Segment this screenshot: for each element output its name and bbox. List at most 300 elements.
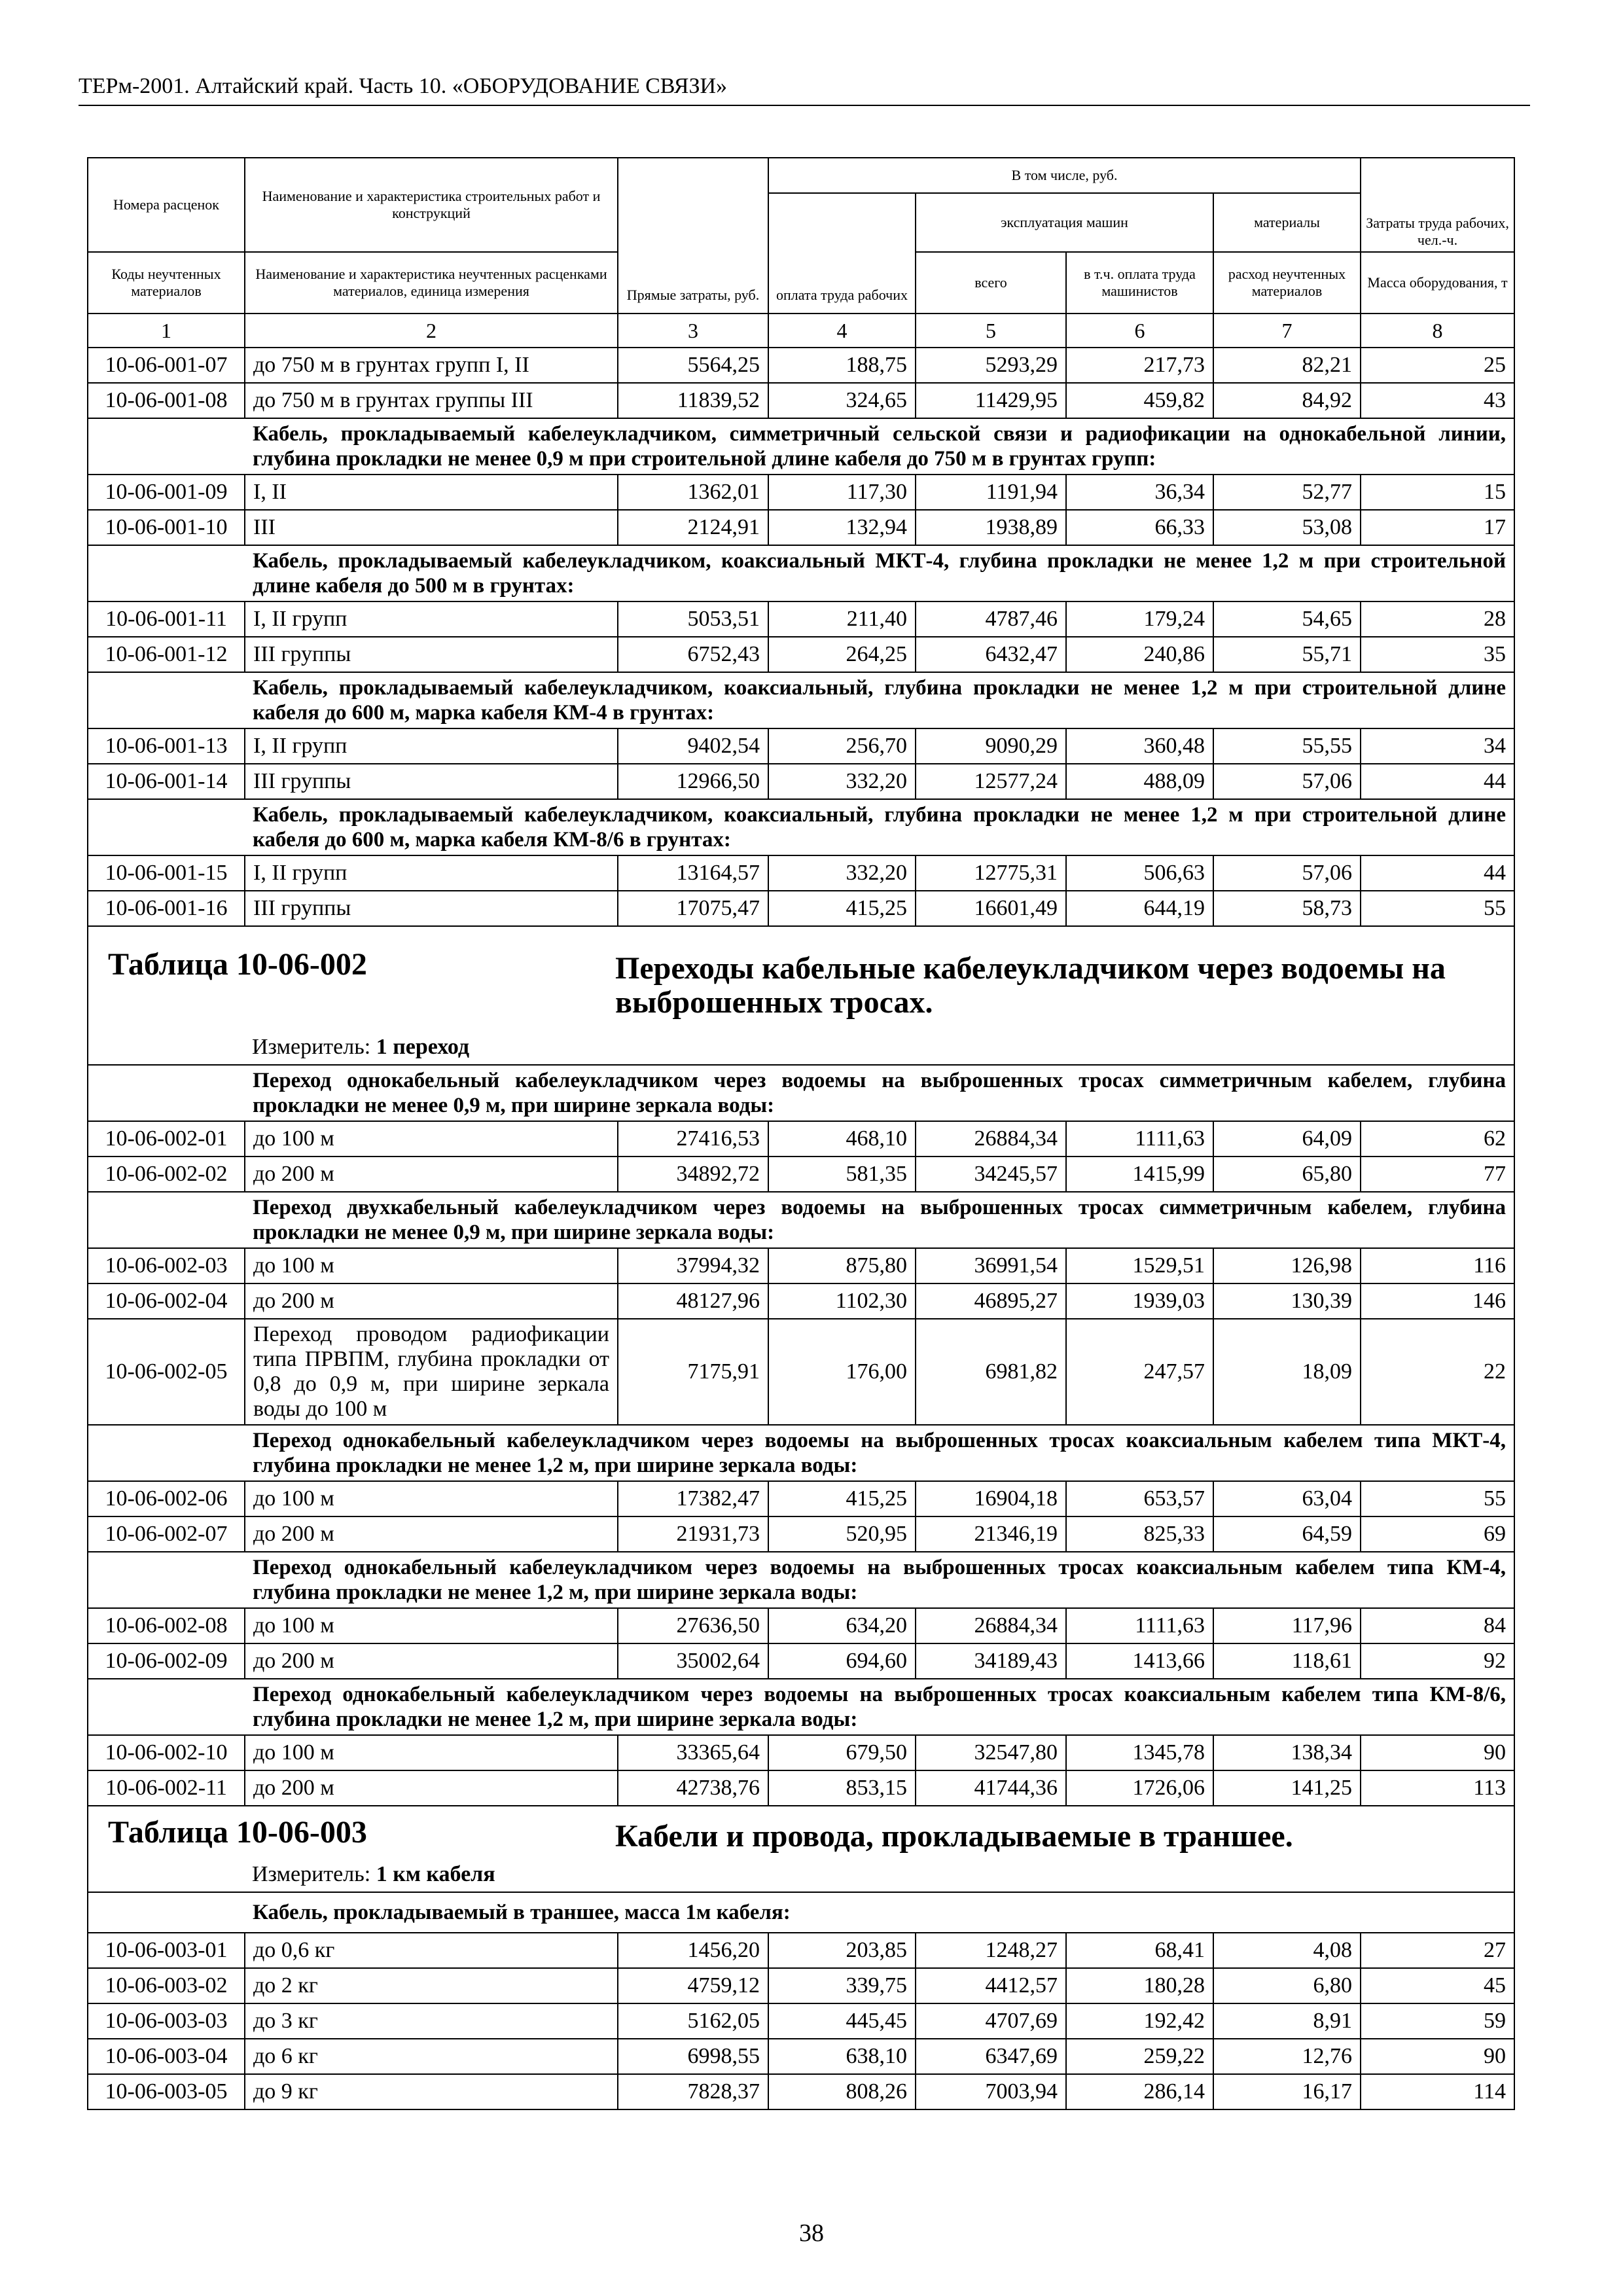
empty-code-cell — [88, 545, 245, 601]
labor-pay: 324,65 — [768, 383, 916, 418]
direct-costs: 4759,12 — [618, 1968, 768, 2003]
meter-label: Измеритель: — [252, 1035, 371, 1059]
table-row — [88, 2003, 1514, 2039]
direct-costs: 5564,25 — [618, 348, 768, 383]
machines-total: 6432,47 — [916, 637, 1066, 672]
table-row — [88, 1319, 1514, 1425]
section-description-row — [88, 1065, 1514, 1121]
head-col2-bottom: Наименование и характеристика неучтенных расценками материалов, единица измерения — [245, 252, 618, 314]
direct-costs: 5162,05 — [618, 2003, 768, 2039]
machines-total: 9090,29 — [916, 728, 1066, 764]
machines-labor: 1111,63 — [1066, 1121, 1213, 1157]
direct-costs: 7828,37 — [618, 2074, 768, 2109]
labor-pay: 415,25 — [768, 1481, 916, 1516]
machines-labor: 825,33 — [1066, 1516, 1213, 1552]
rate-code: 10-06-002-11 — [88, 1770, 245, 1806]
machines-total: 41744,36 — [916, 1770, 1066, 1806]
page-number: 38 — [799, 2219, 824, 2247]
work-name: до 200 м — [245, 1157, 618, 1192]
materials-value: 64,09 — [1213, 1121, 1361, 1157]
section-description: Переход однокабельный кабелеукладчиком через водоемы на выброшенных тросах коаксиальным кабелем типа КМ-4, глубина прокладки не менее 1,2 м, при ширине зеркала воды: — [245, 1552, 1514, 1608]
empty-code-cell — [88, 1892, 245, 1933]
table-row — [88, 1283, 1514, 1319]
work-name: до 100 м — [245, 1608, 618, 1643]
empty-code-cell — [88, 1192, 245, 1248]
direct-costs: 7175,91 — [618, 1319, 768, 1425]
empty-code-cell — [88, 1552, 245, 1608]
machines-total: 16904,18 — [916, 1481, 1066, 1516]
table-row — [88, 1248, 1514, 1283]
section-description: Кабель, прокладываемый кабелеукладчиком, коаксиальный, глубина прокладки не менее 1,2 м при строительной длине кабеля до 600 м, марка кабеля КМ-8/6 в грунтах: — [245, 799, 1514, 855]
rate-code: 10-06-001-09 — [88, 475, 245, 510]
table-row — [88, 1157, 1514, 1192]
machines-total: 32547,80 — [916, 1735, 1066, 1770]
labor-hours: 44 — [1361, 764, 1514, 799]
table-row — [88, 764, 1514, 799]
table-row — [88, 1933, 1514, 1968]
materials-value: 82,21 — [1213, 348, 1361, 383]
direct-costs: 17075,47 — [618, 891, 768, 926]
materials-value: 4,08 — [1213, 1933, 1361, 1968]
machines-labor: 506,63 — [1066, 855, 1213, 891]
labor-hours: 69 — [1361, 1516, 1514, 1552]
direct-costs: 13164,57 — [618, 855, 768, 891]
section-description-row — [88, 1192, 1514, 1248]
labor-hours: 55 — [1361, 891, 1514, 926]
labor-pay: 1102,30 — [768, 1283, 916, 1319]
section-description: Переход однокабельный кабелеукладчиком через водоемы на выброшенных тросах коаксиальным кабелем типа КМ-8/6, глубина прокладки не менее 1,2 м, при ширине зеркала воды: — [245, 1679, 1514, 1735]
materials-value: 84,92 — [1213, 383, 1361, 418]
labor-hours: 90 — [1361, 2039, 1514, 2074]
rate-code: 10-06-001-08 — [88, 383, 245, 418]
meter-label: Измеритель: — [252, 1862, 371, 1886]
table-row — [88, 1735, 1514, 1770]
table-2-title-cell — [88, 926, 1514, 1065]
work-name: до 200 м — [245, 1516, 618, 1552]
machines-total: 1191,94 — [916, 475, 1066, 510]
labor-hours: 43 — [1361, 383, 1514, 418]
materials-value: 58,73 — [1213, 891, 1361, 926]
work-name: III группы — [245, 764, 618, 799]
table-3-title-cell — [88, 1806, 1514, 1892]
materials-value: 64,59 — [1213, 1516, 1361, 1552]
rate-code: 10-06-002-03 — [88, 1248, 245, 1283]
head-in-total: В том числе, руб. — [768, 158, 1361, 193]
rate-code: 10-06-001-11 — [88, 601, 245, 637]
direct-costs: 1456,20 — [618, 1933, 768, 1968]
direct-costs: 17382,47 — [618, 1481, 768, 1516]
section-description-row — [88, 1892, 1514, 1933]
direct-costs: 48127,96 — [618, 1283, 768, 1319]
table-row — [88, 728, 1514, 764]
table-3-title-row — [88, 1806, 1514, 1892]
labor-hours: 35 — [1361, 637, 1514, 672]
section-description-row — [88, 545, 1514, 601]
table-2-title-row — [88, 926, 1514, 1065]
materials-value: 138,34 — [1213, 1735, 1361, 1770]
labor-hours: 146 — [1361, 1283, 1514, 1319]
table-row — [88, 891, 1514, 926]
table-3-heading — [88, 1806, 1514, 1892]
column-numbers-row — [88, 314, 1514, 348]
labor-hours: 113 — [1361, 1770, 1514, 1806]
machines-labor: 192,42 — [1066, 2003, 1213, 2039]
work-name: I, II групп — [245, 728, 618, 764]
table-row — [88, 2039, 1514, 2074]
section-description: Кабель, прокладываемый кабелеукладчиком, симметричный сельской связи и радиофикации на однокабельной линии, глубина прокладки не менее 0,9 м при строительной длине кабеля до 750 м в грунтах групп: — [245, 418, 1514, 475]
direct-costs: 6998,55 — [618, 2039, 768, 2074]
labor-hours: 27 — [1361, 1933, 1514, 1968]
empty-code-cell — [88, 1425, 245, 1481]
column-number: 4 — [768, 314, 916, 348]
labor-pay: 332,20 — [768, 855, 916, 891]
labor-hours: 84 — [1361, 1608, 1514, 1643]
labor-pay: 581,35 — [768, 1157, 916, 1192]
work-name: до 100 м — [245, 1248, 618, 1283]
empty-code-cell — [88, 672, 245, 728]
table-row — [88, 383, 1514, 418]
labor-pay: 808,26 — [768, 2074, 916, 2109]
work-name: III — [245, 510, 618, 545]
labor-pay: 634,20 — [768, 1608, 916, 1643]
section-description: Переход двухкабельный кабелеукладчиком через водоемы на выброшенных тросах симметричным кабелем, глубина прокладки не менее 0,9 м, при ширине зеркала воды: — [245, 1192, 1514, 1248]
machines-total: 12577,24 — [916, 764, 1066, 799]
labor-hours: 34 — [1361, 728, 1514, 764]
empty-code-cell — [88, 799, 245, 855]
labor-hours: 15 — [1361, 475, 1514, 510]
direct-costs: 21931,73 — [618, 1516, 768, 1552]
empty-code-cell — [88, 1065, 245, 1121]
work-name: до 200 м — [245, 1643, 618, 1679]
labor-hours: 55 — [1361, 1481, 1514, 1516]
work-name: до 750 м в грунтах групп I, II — [245, 348, 618, 383]
work-name: до 200 м — [245, 1283, 618, 1319]
machines-total: 34245,57 — [916, 1157, 1066, 1192]
labor-hours: 114 — [1361, 2074, 1514, 2109]
section-description: Переход однокабельный кабелеукладчиком через водоемы на выброшенных тросах коаксиальным кабелем типа МКТ-4, глубина прокладки не менее 1,2 м, при ширине зеркала воды: — [245, 1425, 1514, 1481]
work-name: до 100 м — [245, 1481, 618, 1516]
direct-costs: 33365,64 — [618, 1735, 768, 1770]
head-machines: эксплуатация машин — [916, 193, 1213, 252]
column-number: 1 — [88, 314, 245, 348]
materials-value: 8,91 — [1213, 2003, 1361, 2039]
rate-code: 10-06-001-14 — [88, 764, 245, 799]
work-name: до 100 м — [245, 1735, 618, 1770]
table-row — [88, 2074, 1514, 2109]
labor-pay: 694,60 — [768, 1643, 916, 1679]
labor-pay: 520,95 — [768, 1516, 916, 1552]
machines-labor: 259,22 — [1066, 2039, 1213, 2074]
materials-value: 63,04 — [1213, 1481, 1361, 1516]
materials-value: 55,71 — [1213, 637, 1361, 672]
materials-value: 12,76 — [1213, 2039, 1361, 2074]
machines-labor: 360,48 — [1066, 728, 1213, 764]
machines-total: 16601,49 — [916, 891, 1066, 926]
machines-labor: 1111,63 — [1066, 1608, 1213, 1643]
empty-code-cell — [88, 1679, 245, 1735]
materials-value: 55,55 — [1213, 728, 1361, 764]
section-description-row — [88, 1679, 1514, 1735]
table-row — [88, 1770, 1514, 1806]
table-2-number: Таблица 10-06-002 — [108, 947, 367, 982]
rate-code: 10-06-002-04 — [88, 1283, 245, 1319]
rate-code: 10-06-002-05 — [88, 1319, 245, 1425]
labor-pay: 132,94 — [768, 510, 916, 545]
materials-value: 57,06 — [1213, 764, 1361, 799]
machines-total: 4787,46 — [916, 601, 1066, 637]
machines-total: 6981,82 — [916, 1319, 1066, 1425]
labor-pay: 445,45 — [768, 2003, 916, 2039]
machines-labor: 240,86 — [1066, 637, 1213, 672]
rate-code: 10-06-002-07 — [88, 1516, 245, 1552]
materials-value: 126,98 — [1213, 1248, 1361, 1283]
price-table — [87, 157, 1515, 2110]
head-equipment-mass: Масса оборудования, т — [1361, 252, 1514, 314]
materials-value: 6,80 — [1213, 1968, 1361, 2003]
labor-hours: 17 — [1361, 510, 1514, 545]
rate-code: 10-06-002-02 — [88, 1157, 245, 1192]
rate-code: 10-06-001-15 — [88, 855, 245, 891]
labor-pay: 853,15 — [768, 1770, 916, 1806]
rate-code: 10-06-001-12 — [88, 637, 245, 672]
column-number: 7 — [1213, 314, 1361, 348]
machines-total: 1938,89 — [916, 510, 1066, 545]
machines-total: 26884,34 — [916, 1121, 1066, 1157]
meter-value: 1 переход — [376, 1035, 470, 1059]
table-row — [88, 1968, 1514, 2003]
section-description: Переход однокабельный кабелеукладчиком через водоемы на выброшенных тросах симметричным кабелем, глубина прокладки не менее 0,9 м, при ширине зеркала воды: — [245, 1065, 1514, 1121]
table-2-title: Переходы кабельные кабелеукладчиком через водоемы на выброшенных тросах. — [615, 951, 1446, 1020]
table-row — [88, 855, 1514, 891]
work-name: до 200 м — [245, 1770, 618, 1806]
machines-total: 26884,34 — [916, 1608, 1066, 1643]
materials-value: 118,61 — [1213, 1643, 1361, 1679]
direct-costs: 27416,53 — [618, 1121, 768, 1157]
column-number: 3 — [618, 314, 768, 348]
materials-value: 65,80 — [1213, 1157, 1361, 1192]
head-materials-sub: расход неучтенных материалов — [1213, 252, 1361, 314]
labor-pay: 176,00 — [768, 1319, 916, 1425]
work-name: Переход проводом радиофикации типа ПРВПМ, глубина прокладки от 0,8 до 0,9 м, при ширине зеркала воды до 100 м — [245, 1319, 618, 1425]
direct-costs: 27636,50 — [618, 1608, 768, 1643]
section-description-row — [88, 799, 1514, 855]
table-3-title: Кабели и провода, прокладываемые в траншее. — [615, 1819, 1293, 1854]
labor-pay: 117,30 — [768, 475, 916, 510]
machines-labor: 653,57 — [1066, 1481, 1213, 1516]
labor-pay: 203,85 — [768, 1933, 916, 1968]
rate-code: 10-06-002-09 — [88, 1643, 245, 1679]
machines-total: 34189,43 — [916, 1643, 1066, 1679]
rate-code: 10-06-002-01 — [88, 1121, 245, 1157]
materials-value: 117,96 — [1213, 1608, 1361, 1643]
work-name: до 100 м — [245, 1121, 618, 1157]
head-labor-pay: оплата труда рабочих — [768, 193, 916, 314]
section-description-row — [88, 418, 1514, 475]
rate-code: 10-06-002-10 — [88, 1735, 245, 1770]
section-description-row — [88, 1552, 1514, 1608]
table-3-meter — [252, 1861, 495, 1888]
labor-hours: 77 — [1361, 1157, 1514, 1192]
section-description-row — [88, 672, 1514, 728]
head-col2-top: Наименование и характеристика строительных работ и конструкций — [245, 158, 618, 252]
labor-hours: 45 — [1361, 1968, 1514, 2003]
rate-code: 10-06-002-06 — [88, 1481, 245, 1516]
materials-value: 54,65 — [1213, 601, 1361, 637]
machines-total: 5293,29 — [916, 348, 1066, 383]
work-name: до 750 м в грунтах группы III — [245, 383, 618, 418]
machines-labor: 1529,51 — [1066, 1248, 1213, 1283]
labor-hours: 22 — [1361, 1319, 1514, 1425]
head-materials: материалы — [1213, 193, 1361, 252]
direct-costs: 9402,54 — [618, 728, 768, 764]
labor-pay: 679,50 — [768, 1735, 916, 1770]
column-number: 6 — [1066, 314, 1213, 348]
materials-value: 16,17 — [1213, 2074, 1361, 2109]
head-machines-labor: в т.ч. оплата труда машинистов — [1066, 252, 1213, 314]
direct-costs: 1362,01 — [618, 475, 768, 510]
running-header: ТЕРм-2001. Алтайский край. Часть 10. «ОБОРУДОВАНИЕ СВЯЗИ» — [79, 72, 1530, 106]
rate-code: 10-06-003-01 — [88, 1933, 245, 1968]
section-description-row — [88, 1425, 1514, 1481]
machines-labor: 1415,99 — [1066, 1157, 1213, 1192]
materials-value: 130,39 — [1213, 1283, 1361, 1319]
table-row — [88, 601, 1514, 637]
materials-value: 18,09 — [1213, 1319, 1361, 1425]
machines-total: 1248,27 — [916, 1933, 1066, 1968]
machines-labor: 488,09 — [1066, 764, 1213, 799]
labor-hours: 92 — [1361, 1643, 1514, 1679]
meter-value: 1 км кабеля — [376, 1862, 495, 1886]
machines-labor: 644,19 — [1066, 891, 1213, 926]
materials-value: 53,08 — [1213, 510, 1361, 545]
machines-labor: 1413,66 — [1066, 1643, 1213, 1679]
rate-code: 10-06-001-16 — [88, 891, 245, 926]
machines-total: 4707,69 — [916, 2003, 1066, 2039]
direct-costs: 6752,43 — [618, 637, 768, 672]
labor-pay: 188,75 — [768, 348, 916, 383]
machines-total: 11429,95 — [916, 383, 1066, 418]
machines-labor: 66,33 — [1066, 510, 1213, 545]
labor-pay: 468,10 — [768, 1121, 916, 1157]
materials-value: 141,25 — [1213, 1770, 1361, 1806]
labor-hours: 59 — [1361, 2003, 1514, 2039]
work-name: до 9 кг — [245, 2074, 618, 2109]
table-3-number: Таблица 10-06-003 — [108, 1815, 367, 1850]
work-name: III группы — [245, 891, 618, 926]
work-name: до 6 кг — [245, 2039, 618, 2074]
head-col1-bottom: Коды неучтенных материалов — [88, 252, 245, 314]
labor-hours: 44 — [1361, 855, 1514, 891]
rate-code: 10-06-003-04 — [88, 2039, 245, 2074]
machines-total: 12775,31 — [916, 855, 1066, 891]
machines-total: 46895,27 — [916, 1283, 1066, 1319]
rate-code: 10-06-001-10 — [88, 510, 245, 545]
rate-code: 10-06-001-07 — [88, 348, 245, 383]
materials-value: 57,06 — [1213, 855, 1361, 891]
labor-hours: 28 — [1361, 601, 1514, 637]
machines-labor: 247,57 — [1066, 1319, 1213, 1425]
machines-labor: 179,24 — [1066, 601, 1213, 637]
column-number: 5 — [916, 314, 1066, 348]
table-row — [88, 348, 1514, 383]
direct-costs: 42738,76 — [618, 1770, 768, 1806]
labor-hours: 90 — [1361, 1735, 1514, 1770]
labor-pay: 875,80 — [768, 1248, 916, 1283]
table-head-row-1 — [88, 158, 1514, 193]
direct-costs: 34892,72 — [618, 1157, 768, 1192]
direct-costs: 35002,64 — [618, 1643, 768, 1679]
labor-pay: 332,20 — [768, 764, 916, 799]
table-row — [88, 1121, 1514, 1157]
direct-costs: 2124,91 — [618, 510, 768, 545]
machines-labor: 459,82 — [1066, 383, 1213, 418]
labor-pay: 638,10 — [768, 2039, 916, 2074]
rate-code: 10-06-003-05 — [88, 2074, 245, 2109]
head-col1-top: Номера расценок — [88, 158, 245, 252]
head-machines-total: всего — [916, 252, 1066, 314]
work-name: I, II групп — [245, 855, 618, 891]
machines-labor: 286,14 — [1066, 2074, 1213, 2109]
head-direct-costs: Прямые затраты, руб. — [618, 158, 768, 314]
column-number: 8 — [1361, 314, 1514, 348]
table-row — [88, 475, 1514, 510]
labor-hours: 25 — [1361, 348, 1514, 383]
table-row — [88, 1643, 1514, 1679]
work-name: III группы — [245, 637, 618, 672]
labor-hours: 116 — [1361, 1248, 1514, 1283]
machines-total: 4412,57 — [916, 1968, 1066, 2003]
machines-labor: 1726,06 — [1066, 1770, 1213, 1806]
labor-pay: 339,75 — [768, 1968, 916, 2003]
labor-hours: 62 — [1361, 1121, 1514, 1157]
direct-costs: 37994,32 — [618, 1248, 768, 1283]
rate-code: 10-06-003-02 — [88, 1968, 245, 2003]
rate-code: 10-06-001-13 — [88, 728, 245, 764]
empty-code-cell — [88, 418, 245, 475]
table-row — [88, 1516, 1514, 1552]
section-description: Кабель, прокладываемый кабелеукладчиком, коаксиальный МКТ-4, глубина прокладки не менее 1,2 м при строительной длине кабеля до 500 м в грунтах: — [245, 545, 1514, 601]
section-description: Кабель, прокладываемый в траншее, масса 1м кабеля: — [245, 1892, 1514, 1933]
direct-costs: 12966,50 — [618, 764, 768, 799]
work-name: до 3 кг — [245, 2003, 618, 2039]
labor-pay: 415,25 — [768, 891, 916, 926]
table-row — [88, 1608, 1514, 1643]
direct-costs: 11839,52 — [618, 383, 768, 418]
machines-labor: 180,28 — [1066, 1968, 1213, 2003]
materials-value: 52,77 — [1213, 475, 1361, 510]
table-row — [88, 510, 1514, 545]
work-name: до 0,6 кг — [245, 1933, 618, 1968]
table-row — [88, 637, 1514, 672]
labor-pay: 256,70 — [768, 728, 916, 764]
machines-total: 36991,54 — [916, 1248, 1066, 1283]
machines-labor: 68,41 — [1066, 1933, 1213, 1968]
machines-labor: 1345,78 — [1066, 1735, 1213, 1770]
work-name: I, II — [245, 475, 618, 510]
machines-total: 6347,69 — [916, 2039, 1066, 2074]
head-labor-cost: Затраты труда рабочих, чел.-ч. — [1361, 158, 1514, 252]
rate-code: 10-06-003-03 — [88, 2003, 245, 2039]
machines-labor: 1939,03 — [1066, 1283, 1213, 1319]
table-row — [88, 1481, 1514, 1516]
work-name: до 2 кг — [245, 1968, 618, 2003]
table-2-meter — [252, 1034, 469, 1060]
rate-code: 10-06-002-08 — [88, 1608, 245, 1643]
table-2-heading — [88, 927, 1514, 1064]
labor-pay: 264,25 — [768, 637, 916, 672]
work-name: I, II групп — [245, 601, 618, 637]
direct-costs: 5053,51 — [618, 601, 768, 637]
